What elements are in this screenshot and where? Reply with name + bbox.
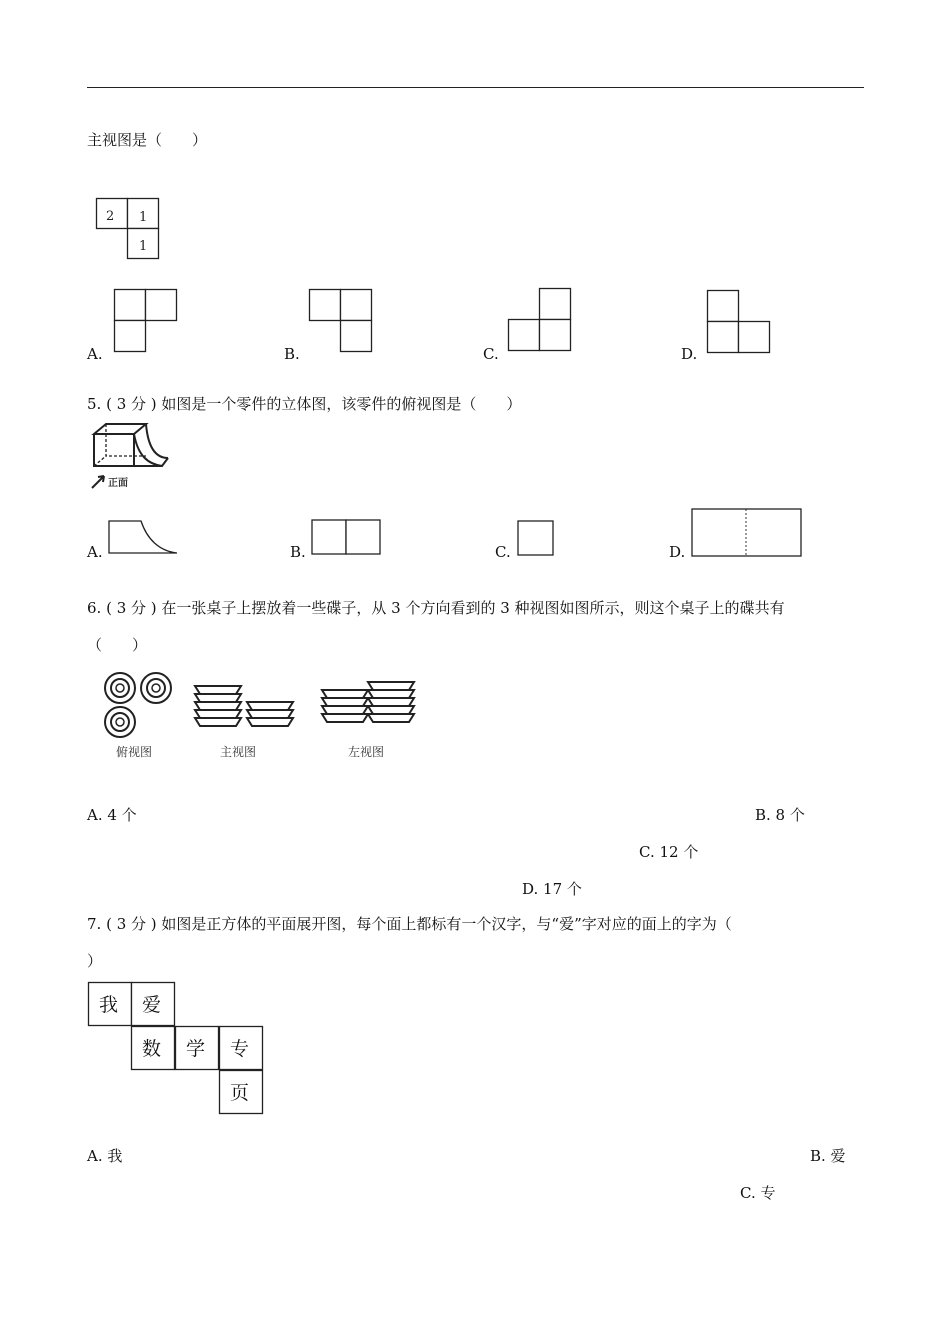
q6-option-a[interactable]: A. 4 个	[87, 806, 137, 824]
q7-net-char-4: 学	[186, 1038, 206, 1060]
q4-count-1: 2	[106, 209, 115, 224]
q7-net-char-5: 专	[230, 1038, 250, 1060]
q5-option-c-figure[interactable]	[517, 520, 557, 558]
q6-views-figure	[100, 670, 420, 762]
q7-net-char-1: 我	[99, 994, 119, 1016]
header-rule	[87, 87, 864, 88]
q4-count-2: 1	[139, 210, 148, 225]
q5-front-label: 正面	[108, 478, 128, 489]
q5-option-a-figure[interactable]	[107, 519, 179, 555]
q4-option-d-figure[interactable]	[707, 290, 771, 354]
q5-option-d-figure[interactable]	[691, 508, 803, 558]
q7-net-char-6: 页	[230, 1082, 250, 1104]
q6-option-d[interactable]: D. 17 个	[522, 880, 582, 898]
q5-option-c-label[interactable]: C.	[495, 543, 511, 561]
q5-solid-figure	[86, 422, 176, 490]
q7-cube-net-figure	[88, 982, 264, 1116]
q7-option-c[interactable]: C. 专	[740, 1184, 776, 1202]
q7-option-b[interactable]: B. 爱	[810, 1147, 846, 1165]
q5-option-d-label[interactable]: D.	[669, 543, 686, 561]
q5-option-b-figure[interactable]	[311, 519, 383, 557]
q4-option-c-label[interactable]: C.	[483, 345, 499, 363]
q7-option-a[interactable]: A. 我	[87, 1147, 123, 1165]
q6-left-view	[322, 682, 414, 722]
q6-front-view	[195, 686, 293, 726]
q7-stem-line2: ）	[87, 952, 103, 970]
q6-option-b[interactable]: B. 8 个	[755, 806, 805, 824]
q4-stem-tail: 主视图是（ ）	[87, 131, 208, 149]
q4-option-b-label[interactable]: B.	[284, 345, 300, 363]
q5-option-a-label[interactable]: A.	[87, 543, 103, 561]
q6-option-c[interactable]: C. 12 个	[639, 843, 699, 861]
q7-net-char-3: 数	[142, 1038, 162, 1060]
q4-option-a-figure[interactable]	[114, 289, 178, 353]
q6-stem-line1: 6. ( 3 分 ) 在一张桌子上摆放着一些碟子，从 3 个方向看到的 3 种视图如图所示，则这个桌子上的碟共有	[87, 599, 785, 617]
q4-count-3: 1	[139, 239, 148, 254]
q4-top-view-figure	[96, 198, 160, 260]
q7-net-char-2: 爱	[142, 994, 162, 1016]
q6-view-label-left: 左视图	[348, 745, 385, 759]
q4-option-c-figure[interactable]	[508, 288, 572, 352]
q5-option-b-label[interactable]: B.	[290, 543, 306, 561]
q6-view-label-front: 主视图	[220, 745, 257, 759]
q7-stem-line1: 7. ( 3 分 ) 如图是正方体的平面展开图，每个面上都标有一个汉字，与“爱”字对应的面上的字为（	[87, 915, 732, 933]
q4-option-b-figure[interactable]	[309, 289, 373, 353]
q5-stem: 5. ( 3 分 ) 如图是一个零件的立体图，该零件的俯视图是（ ）	[87, 395, 522, 413]
q6-top-view	[105, 673, 171, 737]
q6-stem-line2: （ ）	[87, 636, 148, 654]
q6-view-label-top: 俯视图	[116, 745, 153, 759]
q4-option-a-label[interactable]: A.	[87, 345, 103, 363]
q4-option-d-label[interactable]: D.	[681, 345, 698, 363]
